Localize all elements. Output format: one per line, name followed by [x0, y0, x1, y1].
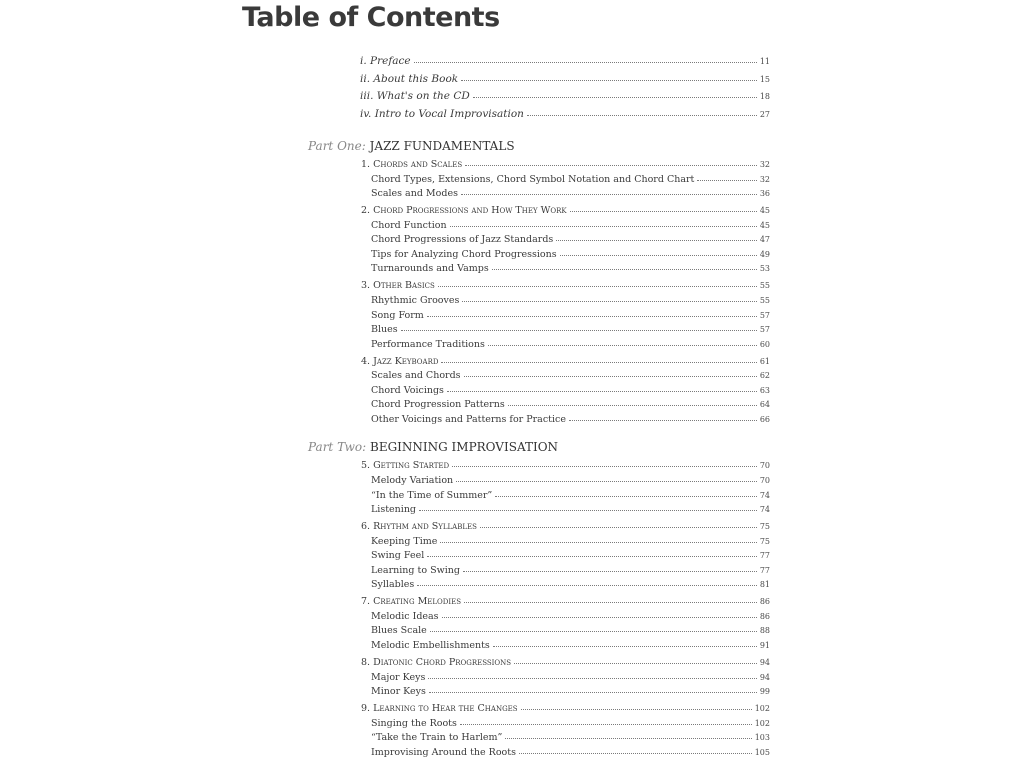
chapter-entry-label: 5. Getting Started — [361, 460, 450, 472]
section-entry-label: Swing Feel — [371, 550, 425, 562]
chapter-entry-label: 4. Jazz Keyboard — [361, 355, 439, 367]
section-entry — [371, 339, 770, 353]
section-entry — [371, 672, 770, 686]
dot-leader — [447, 389, 757, 392]
section-entry — [371, 732, 770, 746]
chapter-entry — [361, 205, 770, 219]
section-entry — [371, 565, 770, 579]
dot-leader — [461, 192, 757, 195]
section-entry — [371, 504, 770, 518]
chapter-entry-label: 3. Other Basics — [361, 280, 435, 292]
front-matter-entry — [360, 73, 770, 87]
dot-leader — [430, 629, 757, 632]
page-number: 53 — [759, 264, 770, 274]
section-entry-label: Rhythmic Grooves — [371, 294, 460, 306]
section-entry-label: “Take the Train to Harlem” — [371, 732, 503, 744]
dot-leader — [442, 615, 757, 618]
page-number: 86 — [759, 597, 770, 607]
section-entry — [371, 475, 770, 489]
section-entry-label: Listening — [371, 504, 417, 516]
page-number: 88 — [759, 626, 770, 636]
page-number: 77 — [759, 565, 770, 575]
page-number: 49 — [759, 249, 770, 259]
section-entry-label: Turnarounds and Vamps — [371, 263, 489, 275]
page-number: 32 — [759, 160, 770, 169]
page-number: 47 — [759, 235, 770, 245]
page-number: 36 — [759, 189, 770, 199]
section-entry — [371, 220, 770, 234]
section-entry-label: Melody Variation — [371, 474, 454, 486]
dot-leader — [493, 644, 757, 647]
page-number: 60 — [759, 339, 770, 349]
section-entry-label: Other Voicings and Patterns for Practice — [371, 413, 566, 425]
section-entry-label: Performance Traditions — [371, 338, 485, 350]
section-entry — [371, 174, 770, 188]
section-entry-label: Tips for Analyzing Chord Progressions — [371, 248, 557, 260]
section-entry-label: Minor Keys — [371, 686, 426, 698]
page-number: 91 — [759, 641, 770, 650]
chapter-entry-label: 9. Learning to Hear the Changes — [361, 703, 518, 715]
section-entry — [371, 625, 770, 639]
section-entry-label: Blues Scale — [371, 625, 427, 637]
front-matter-entry-label: ii. About this Book — [360, 72, 459, 85]
chapter-entry — [361, 657, 770, 671]
dot-leader — [569, 418, 757, 421]
part-title: BEGINNING IMPROVISATION — [366, 440, 559, 455]
dot-leader — [429, 690, 757, 693]
section-entry-label: Chord Types, Extensions, Chord Symbol Notation and Chord Chart — [371, 173, 695, 185]
section-entry — [371, 385, 770, 399]
dot-leader — [456, 479, 757, 482]
section-entry-label: Improvising Around the Roots — [371, 746, 516, 758]
section-entry — [371, 686, 770, 700]
page-number: 57 — [759, 310, 770, 320]
section-entry-label: Syllables — [371, 579, 415, 591]
page-number: 63 — [759, 385, 770, 395]
dot-leader — [417, 583, 757, 586]
section-entry — [371, 399, 770, 413]
dot-leader — [450, 224, 757, 227]
dot-leader — [414, 60, 757, 63]
section-entry-label: Song Form — [371, 309, 424, 321]
section-entry — [371, 324, 770, 338]
section-entry — [371, 249, 770, 263]
chapter-entry-label: 7. Creating Melodies — [361, 596, 462, 608]
chapter-entry — [361, 280, 770, 294]
dot-leader — [505, 736, 751, 739]
dot-leader — [440, 540, 756, 543]
page-number: 32 — [759, 174, 770, 184]
part-title: JAZZ FUNDAMENTALS — [365, 139, 515, 153]
dot-leader — [464, 600, 757, 603]
dot-leader — [427, 554, 757, 557]
section-entry — [371, 550, 770, 564]
section-entry-label: Chord Voicings — [371, 384, 444, 396]
front-matter-entry — [360, 55, 770, 69]
part-heading — [308, 440, 558, 454]
section-entry — [371, 414, 770, 428]
dot-leader — [508, 403, 757, 406]
section-entry-label: Singing the Roots — [371, 717, 457, 729]
page-number: 75 — [759, 536, 770, 546]
page-number: 70 — [759, 461, 770, 471]
section-entry-label: “In the Time of Summer” — [371, 489, 493, 501]
dot-leader — [560, 253, 757, 256]
page-number: 94 — [759, 658, 770, 668]
page-number: 66 — [759, 414, 770, 424]
section-entry — [371, 370, 770, 384]
page-number: 103 — [754, 733, 770, 743]
part-prefix: Part One: — [308, 139, 366, 153]
page-number: 18 — [759, 92, 770, 101]
front-matter-entry-label: iii. What's on the CD — [360, 90, 470, 102]
page-number: 74 — [759, 490, 770, 500]
chapter-entry — [361, 356, 770, 370]
section-entry — [371, 536, 770, 550]
dot-leader — [556, 238, 757, 241]
dot-leader — [570, 209, 757, 212]
dot-leader — [465, 163, 757, 166]
dot-leader — [419, 508, 757, 511]
chapter-entry — [361, 460, 770, 474]
section-entry — [371, 490, 770, 504]
section-entry-label: Scales and Chords — [371, 370, 461, 382]
dot-leader — [527, 113, 757, 116]
section-entry — [371, 747, 770, 761]
section-entry-label: Chord Progressions of Jazz Standards — [371, 234, 554, 246]
page-number: 11 — [759, 57, 770, 66]
section-entry-label: Melodic Ideas — [371, 610, 439, 622]
dot-leader — [461, 78, 757, 81]
dot-leader — [401, 328, 757, 331]
page-number: 74 — [759, 505, 770, 515]
chapter-entry-label: 8. Diatonic Chord Progressions — [361, 657, 512, 669]
chapter-entry-label: 2. Chord Progressions and How They Work — [361, 205, 567, 217]
dot-leader — [521, 707, 752, 710]
chapter-entry — [361, 159, 770, 173]
page-number: 81 — [759, 580, 770, 590]
page-number: 77 — [759, 551, 770, 561]
page-number: 45 — [759, 220, 770, 230]
part-prefix: Part Two: — [308, 440, 367, 455]
dot-leader — [492, 267, 757, 270]
section-entry-label: Scales and Modes — [371, 188, 458, 200]
dot-leader — [519, 751, 752, 754]
dot-leader — [480, 525, 757, 528]
page-number: 105 — [754, 747, 770, 757]
front-matter-entry — [360, 108, 770, 122]
page-number: 45 — [759, 206, 770, 216]
chapter-entry — [361, 703, 770, 717]
page-number: 61 — [759, 356, 770, 366]
page-number: 62 — [759, 371, 770, 381]
page-number: 75 — [759, 522, 770, 532]
page-number: 102 — [754, 718, 770, 728]
section-entry — [371, 611, 770, 625]
section-entry-label: Chord Progression Patterns — [371, 399, 505, 411]
dot-leader — [495, 494, 757, 497]
section-entry — [371, 718, 770, 732]
section-entry-label: Major Keys — [371, 671, 426, 683]
page-number: 55 — [759, 281, 770, 291]
chapter-entry-label: 1. Chords and Scales — [361, 159, 463, 170]
dot-leader — [441, 360, 756, 363]
dot-leader — [438, 284, 757, 287]
page-number: 86 — [759, 611, 770, 621]
dot-leader — [473, 95, 757, 98]
page-number: 70 — [759, 475, 770, 485]
page-number: 55 — [759, 295, 770, 305]
dot-leader — [452, 464, 757, 467]
dot-leader — [464, 374, 757, 377]
dot-leader — [460, 722, 752, 725]
section-entry-label: Blues — [371, 324, 398, 336]
section-entry — [371, 188, 770, 202]
section-entry-label: Learning to Swing — [371, 564, 460, 576]
dot-leader — [428, 676, 756, 679]
section-entry — [371, 579, 770, 593]
front-matter-entry — [360, 90, 770, 104]
dot-leader — [488, 343, 757, 346]
page-number: 102 — [754, 704, 770, 714]
dot-leader — [463, 569, 757, 572]
page-number: 94 — [759, 672, 770, 682]
section-entry — [371, 640, 770, 654]
dot-leader — [427, 314, 757, 317]
dot-leader — [462, 299, 756, 302]
section-entry — [371, 295, 770, 309]
section-entry-label: Chord Function — [371, 219, 447, 231]
page-number: 15 — [759, 74, 770, 84]
section-entry — [371, 263, 770, 277]
page-number: 57 — [759, 325, 770, 335]
dot-leader — [514, 661, 757, 664]
page-title: Table of Contents — [242, 2, 500, 33]
section-entry-label: Keeping Time — [371, 535, 438, 547]
section-entry-label: Melodic Embellishments — [371, 640, 490, 651]
dot-leader — [697, 178, 756, 181]
front-matter-entry-label: iv. Intro to Vocal Improvisation — [360, 107, 524, 120]
chapter-entry — [361, 521, 770, 535]
section-entry — [371, 310, 770, 324]
chapter-entry — [361, 596, 770, 610]
page-number: 64 — [759, 400, 770, 410]
front-matter-entry-label: i. Preface — [360, 55, 411, 67]
page-number: 99 — [759, 687, 770, 697]
part-heading — [308, 139, 515, 153]
section-entry — [371, 234, 770, 248]
chapter-entry-label: 6. Rhythm and Syllables — [361, 521, 477, 533]
page-number: 27 — [759, 109, 770, 119]
